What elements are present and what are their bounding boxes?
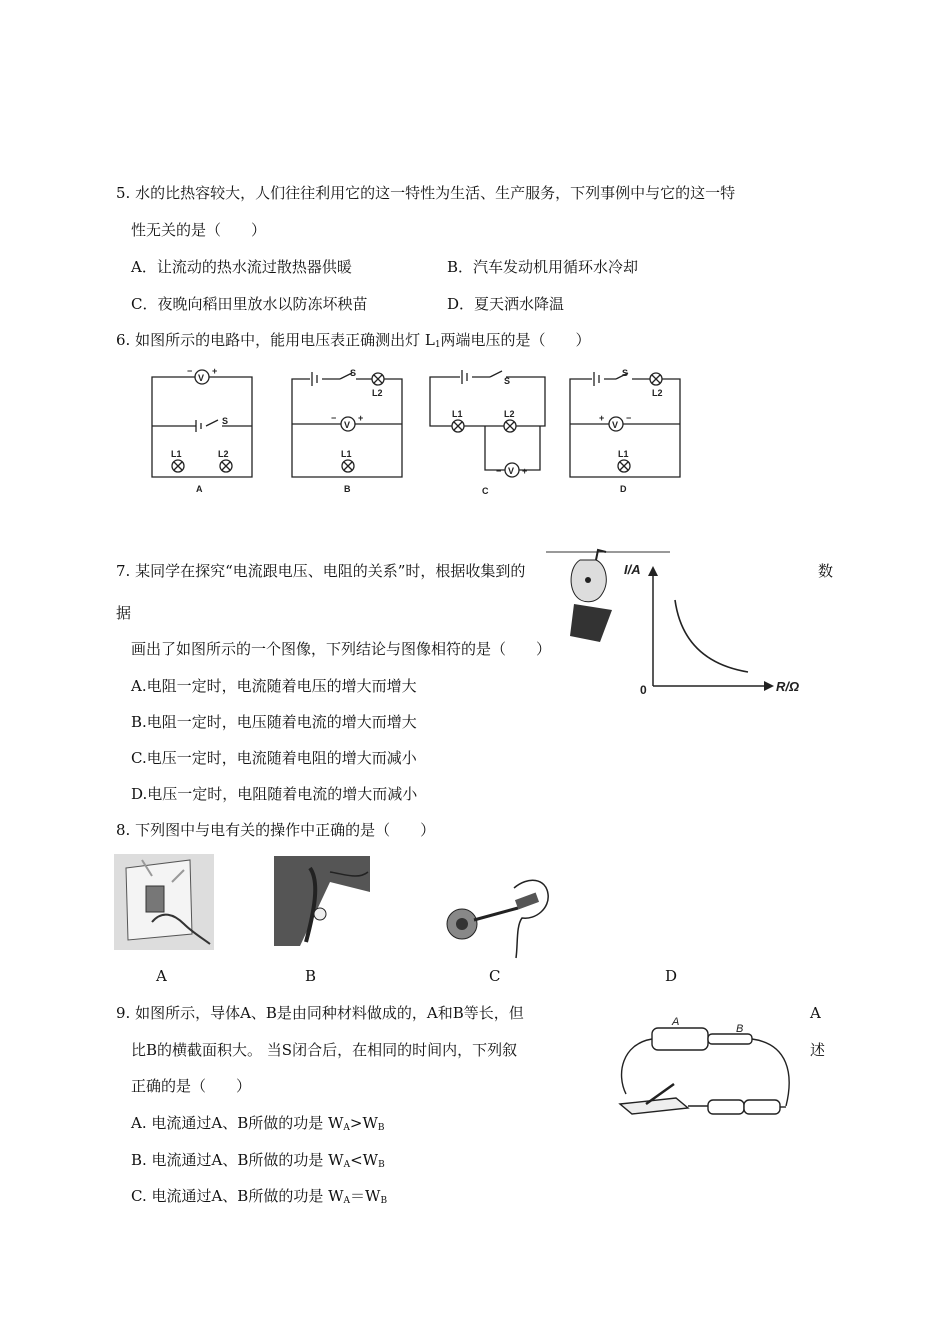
plus-sign: + (599, 413, 605, 423)
circuit-d (570, 372, 680, 477)
q9-stem-line2-tail: 述 (810, 1041, 826, 1059)
cartoon-student-image (570, 550, 612, 642)
voltmeter-label: V (612, 420, 619, 430)
q7-option-a: A.电阻一定时，电流随着电压的增大而增大 (131, 677, 417, 695)
minus-sign: − (626, 413, 632, 423)
circuit-c (430, 370, 545, 477)
q6-stem-pre: 6. 如图所示的电路中，能用电压表正确测出灯 L (116, 331, 435, 349)
q7-option-d: D.电压一定时，电阻随着电流的增大而减小 (131, 785, 418, 803)
q7-stem-line2: 据 (116, 604, 132, 622)
label-a: A (672, 1016, 680, 1028)
l2-label: L2 (218, 449, 229, 459)
circuit-a (152, 370, 252, 477)
switch-icon (620, 1098, 688, 1114)
l2-label: L2 (504, 409, 515, 419)
q7-option-b: B.电阻一定时，电压随着电流的增大而增大 (131, 713, 417, 731)
plus-sign: + (522, 466, 528, 476)
sub-a: A (343, 1196, 351, 1206)
conductor-b (708, 1034, 752, 1044)
plus-sign: + (358, 413, 364, 423)
plus-sign: + (212, 366, 218, 376)
y-axis-label: I/A (624, 562, 641, 577)
q6-stem (116, 330, 591, 355)
q9-option-c (131, 1186, 387, 1211)
sub-b: B (377, 1123, 385, 1133)
l1-label: L1 (618, 449, 629, 459)
q9-option-b (131, 1150, 385, 1175)
circuit-b-label: B (344, 484, 351, 494)
switch-label: S (350, 368, 357, 378)
q8-stem: 8. 下列图中与电有关的操作中正确的是（ ） (116, 821, 436, 839)
switch-label: S (504, 376, 511, 386)
minus-sign: − (187, 366, 193, 376)
x-axis-label: R/Ω (776, 679, 800, 694)
q9-stem-line3: 正确的是（ ） (131, 1077, 252, 1095)
q6-stem-sub: 1 (434, 340, 441, 350)
q8-figure-b (270, 852, 374, 946)
l1-label: L1 (452, 409, 463, 419)
conductor-a (652, 1028, 708, 1050)
q9-option-a-cmp: >W (349, 1114, 378, 1132)
q9-option-a-text: A. 电流通过A、B所做的功是 W (131, 1114, 344, 1132)
q9-option-b-cmp: <W (350, 1151, 379, 1169)
q7-graph (540, 546, 820, 706)
q9-option-c-text: C. 电流通过A、B所做的功是 W (131, 1187, 344, 1205)
q5-option-c: C．夜晚向稻田里放水以防冻坏秧苗 (131, 295, 368, 313)
q9-option-a (131, 1113, 385, 1138)
q7-stem-line3: 画出了如图所示的一个图像，下列结论与图像相符的是（ ） (131, 640, 552, 658)
origin-label: 0 (640, 683, 647, 697)
y-axis-arrow-icon (648, 566, 658, 576)
sub-b: B (378, 1160, 385, 1170)
q8-label-c: C (489, 967, 501, 985)
q9-stem-line2: 比B的横截面积大。 当S闭合后，在相同的时间内，下列叙 (131, 1041, 518, 1059)
switch-label: S (222, 416, 229, 426)
q9-option-b-text: B. 电流通过A、B所做的功是 W (131, 1151, 344, 1169)
q5-option-a: A．让流动的热水流过散热器供暖 (131, 258, 352, 276)
q5-option-d: D．夏天洒水降温 (447, 295, 565, 313)
q8-figure-a (112, 852, 216, 952)
q8-label-a: A (156, 967, 167, 985)
battery-icon (744, 1100, 780, 1114)
q9-conductor-circuit (612, 1014, 796, 1122)
label-b: B (736, 1023, 744, 1035)
q8-figure-c (444, 868, 556, 960)
q5-option-b: B．汽车发动机用循环水冷却 (447, 258, 639, 276)
sub-a: A (343, 1160, 351, 1170)
x-axis-arrow-icon (764, 681, 774, 691)
q8-label-d: D (665, 967, 678, 985)
l1-label: L1 (341, 449, 352, 459)
q9-option-c-cmp: ＝W (350, 1187, 381, 1205)
circuit-a-label: A (196, 484, 203, 494)
q5-stem-line1: 5. 水的比热容较大，人们往往利用它的这一特性为生活、生产服务，下列事例中与它的这一特 (116, 184, 736, 202)
voltmeter-label: V (344, 420, 351, 430)
q6-circuit-diagrams (140, 362, 700, 502)
switch-label: S (622, 368, 629, 378)
graph-axes (653, 568, 768, 686)
circuit-c-label: C (482, 486, 489, 496)
minus-sign: − (331, 413, 337, 423)
circuit-d-label: D (620, 484, 627, 494)
q7-stem-line1: 7. 某同学在探究“电流跟电压、电阻的关系”时，根据收集到的 (116, 562, 526, 580)
battery-icon (708, 1100, 744, 1114)
q9-stem-line1-tail: A (810, 1004, 821, 1022)
sub-b: B (380, 1196, 388, 1206)
q7-option-c: C.电压一定时，电流随着电阻的增大而减小 (131, 749, 417, 767)
inverse-curve (675, 600, 748, 672)
minus-sign: − (496, 466, 502, 476)
l1-label: L1 (171, 449, 182, 459)
l2-label: L2 (372, 388, 383, 398)
q6-stem-post: 两端电压的是（ ） (440, 331, 591, 349)
q7-stem-line1-tail: 数 (818, 562, 834, 580)
sub-a: A (343, 1123, 350, 1133)
voltmeter-label: V (508, 466, 515, 476)
voltmeter-label: V (198, 373, 205, 383)
q5-stem-line2: 性无关的是（ ） (131, 221, 267, 239)
l2-label: L2 (652, 388, 663, 398)
q8-label-b: B (305, 967, 317, 985)
q9-stem-line1: 9. 如图所示，导体A、B是由同种材料做成的，A和B等长，但 (116, 1004, 524, 1022)
